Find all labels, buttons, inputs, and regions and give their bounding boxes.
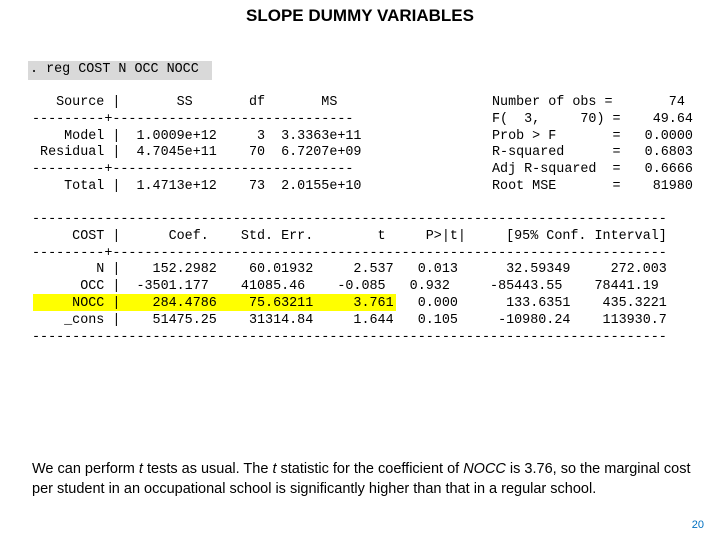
regression-command: . reg COST N OCC NOCC — [30, 62, 199, 77]
anova-table: Source | SS df MS ---------+------------------------------ Model | 1.0009e+12 3 3.3363e+11 Residual | 4.7045e+11 70 6.7207e+09 ---------+------------------------------ Total | 1.4713e+12 73 2.0155e+10 — [32, 95, 362, 194]
caption-t-italic-1: t — [138, 461, 143, 477]
slide-title: SLOPE DUMMY VARIABLES — [246, 6, 474, 25]
page-number: 20 — [691, 519, 704, 531]
caption-text-1: We can perform — [32, 461, 139, 477]
caption-text-3: statistic for the coefficient of — [276, 461, 464, 477]
caption-text-2: tests as usual. The — [142, 461, 273, 477]
caption-nocc-italic: NOCC — [463, 461, 506, 477]
coefficient-table: ------------------------------------------------------------------------------- COST | Coef. Std. Err. t P>|t| [95% Conf. Interval] ---------+--------------------------------------------------------------------- N | 152.2982 60.01932 2.537 0.013 32.59349 272.003 OCC | -3501.177 41085.46 -0.085 0.932 -85443.55 78441.19 NOCC | 284.4786 75.63211 3.761 0.000 133.6351 435.3221 _cons | 51475.25 31314.84 1.644 0.105 -10980.24 113930.7 ------------------------------------------------------------------------------- — [32, 212, 667, 345]
fit-statistics: Number of obs = 74 F( 3, 70) = 49.64 Prob > F = 0.0000 R-squared = 0.6803 Adj R-squared = 0.6666 Root MSE = 81980 — [492, 95, 693, 194]
caption-text-4: is 3.76, so the marginal cost per student in an occupational school is significantly higher than that in a regular school. — [32, 461, 691, 497]
slide-caption — [32, 460, 692, 499]
caption-t-italic-2: t — [272, 461, 277, 477]
